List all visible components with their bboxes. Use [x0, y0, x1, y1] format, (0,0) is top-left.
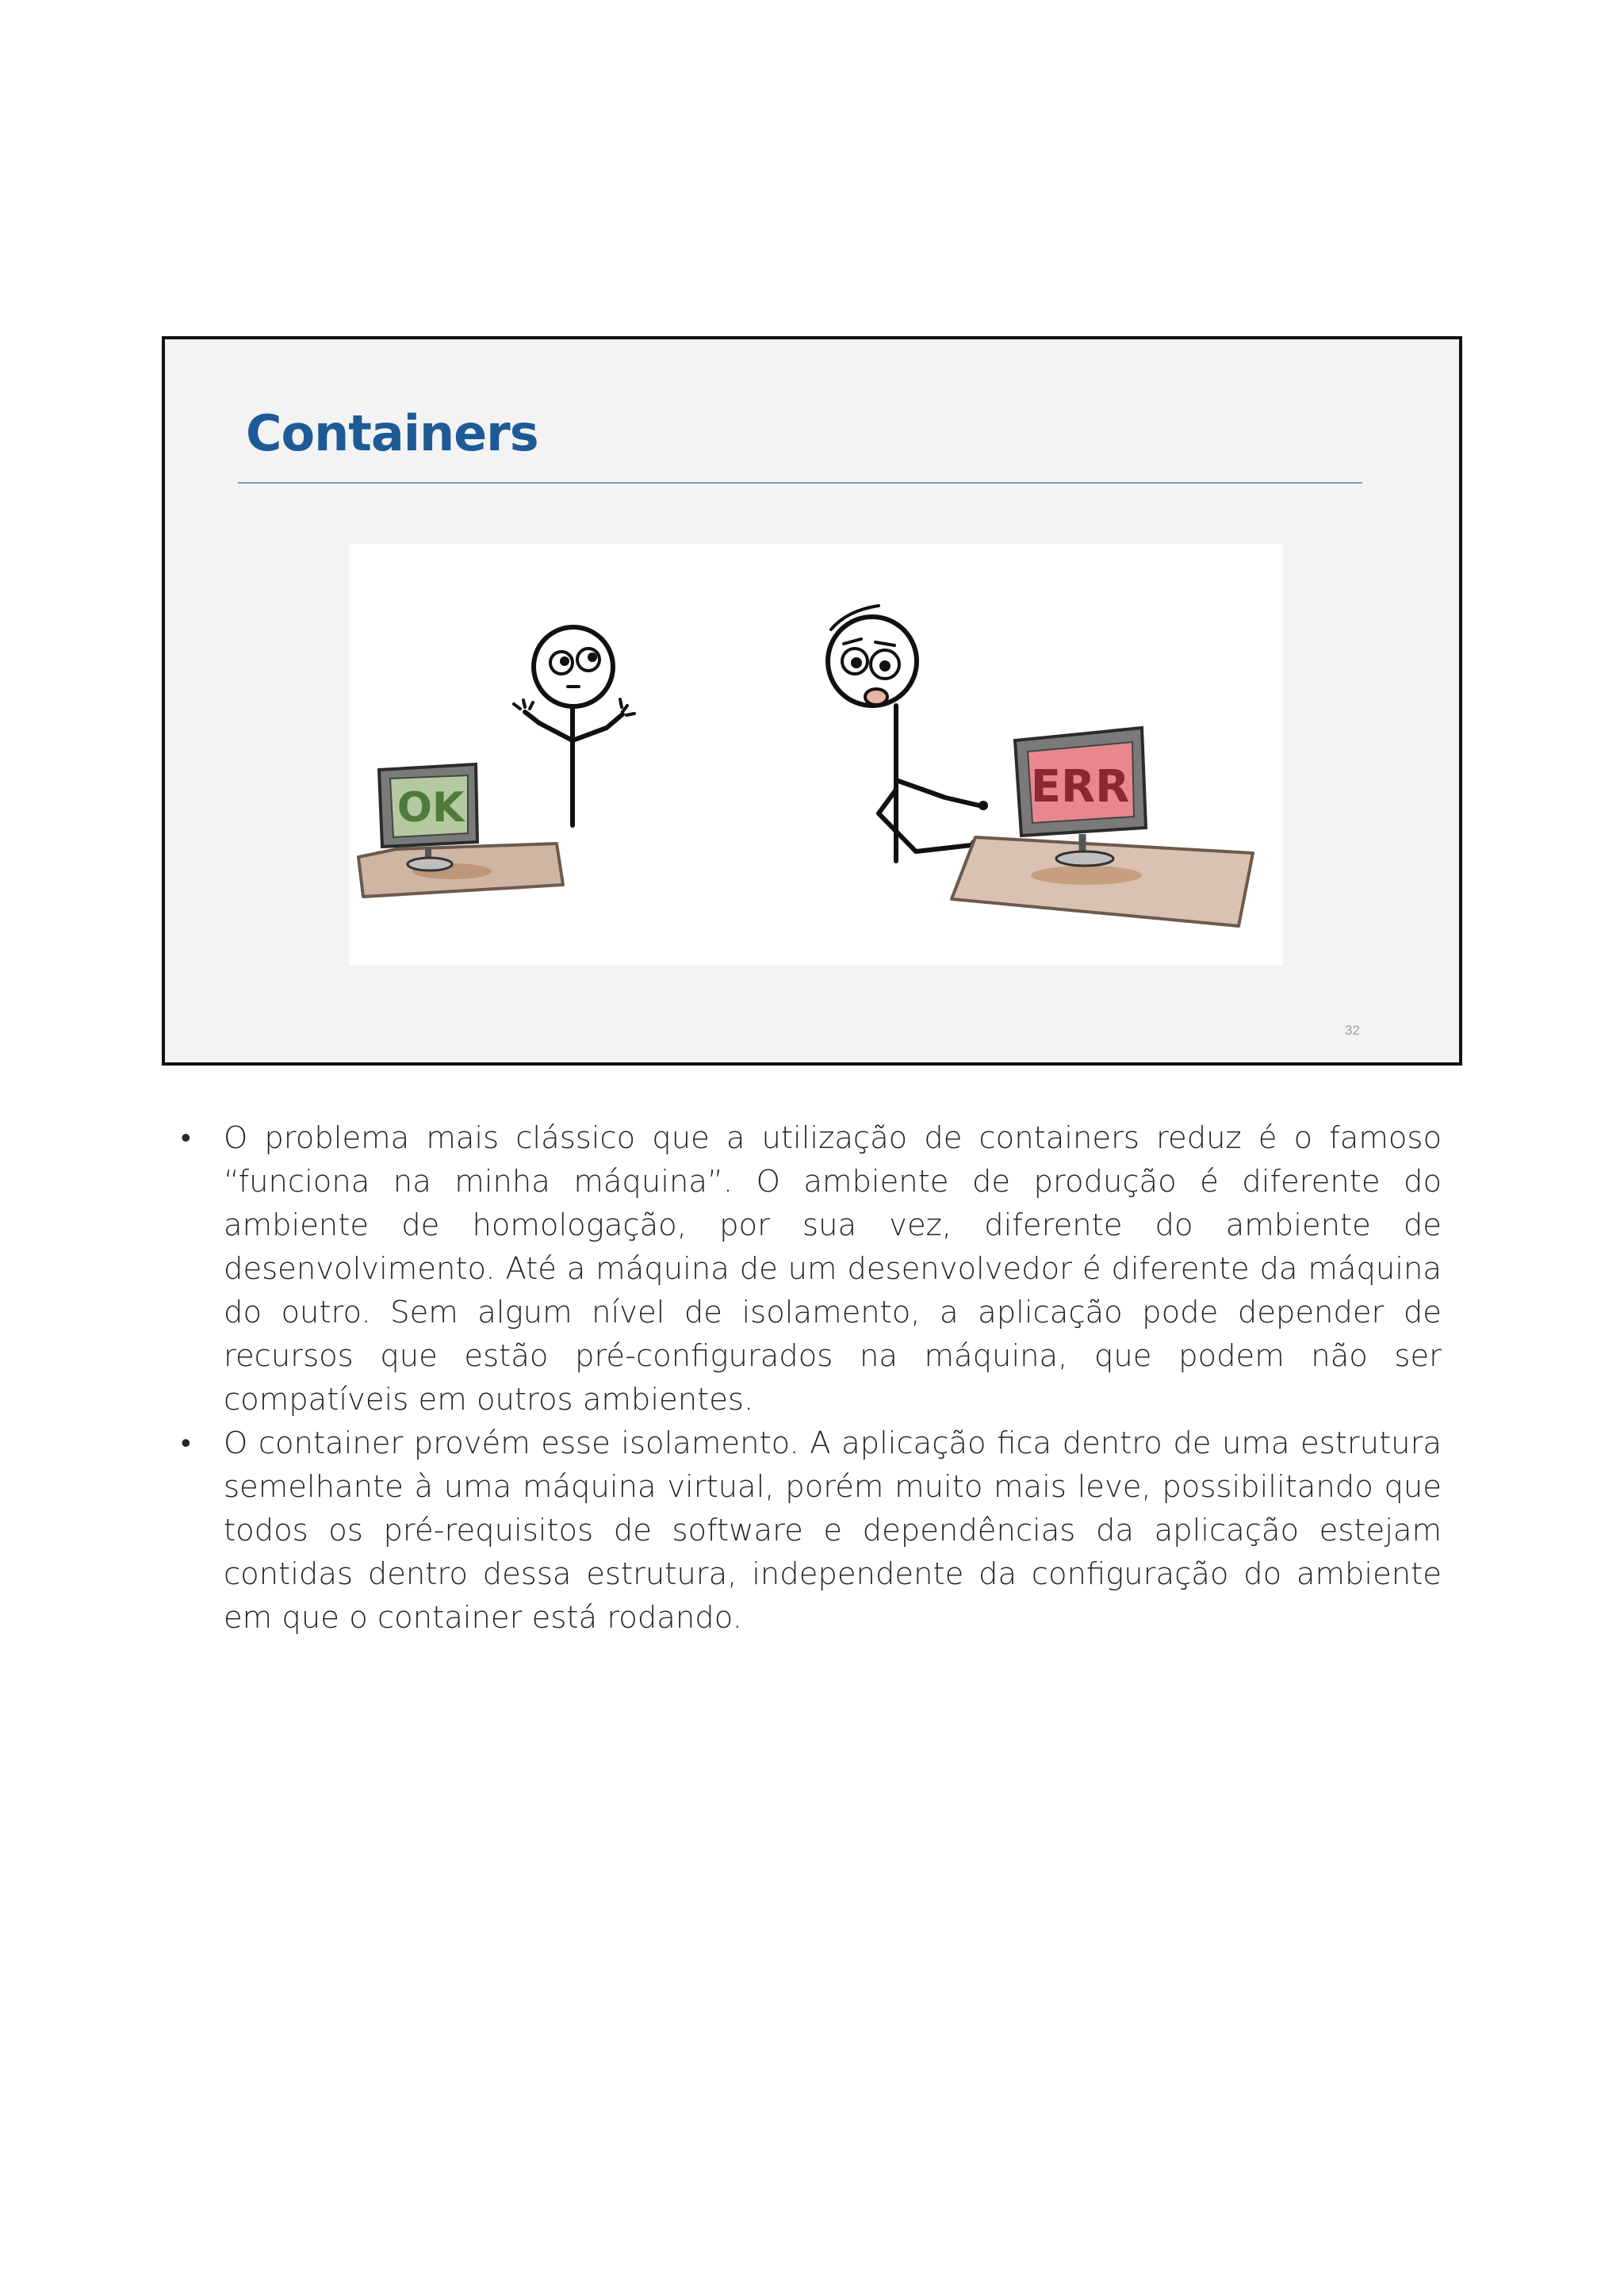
title-divider	[238, 482, 1362, 484]
bullet-marker: •	[181, 1427, 191, 1460]
ok-screen-text: OK	[396, 784, 465, 832]
list-item	[181, 1116, 1442, 1422]
works-on-my-machine-illustration	[349, 544, 1283, 966]
body-bullet-list	[181, 1116, 1442, 1640]
paragraph-text: O container provém esse isolamento. A aplicação fica dentro de uma estrutura semelhante à uma máquina virtual, porém muito mais leve, possibilitando que todos os pré-requisitos de software e dependências da aplicação estejam contidas dentro dessa estrutura, independente da configuração do ambiente em que o container está rodando.	[224, 1425, 1442, 1636]
bullet-marker: •	[181, 1122, 191, 1154]
left-scene	[358, 627, 634, 897]
right-scene	[828, 606, 1253, 926]
stick-figure-calm-icon	[514, 627, 634, 825]
slide-title: Containers	[246, 404, 538, 462]
stick-figure-worried-icon	[828, 606, 988, 861]
paragraph-text: O problema mais clássico que a utilização de containers reduz é o famoso “funciona na minha máquina”. O ambiente de produção é diferente do ambiente de homologação, por sua vez, diferente do ambiente de desenvolvimento. Até a máquina de um desenvolvedor é diferente da máquina do outro. Sem algum nível de isolamento, a aplicação pode depender de recursos que estão pré-configurados na máquina, que podem não ser compatíveis em outros ambientes.	[224, 1120, 1442, 1418]
err-screen-text: ERR	[1030, 761, 1130, 813]
list-item	[181, 1422, 1442, 1640]
slide-frame	[162, 336, 1462, 1066]
slide-page-number: 32	[1345, 1023, 1360, 1038]
